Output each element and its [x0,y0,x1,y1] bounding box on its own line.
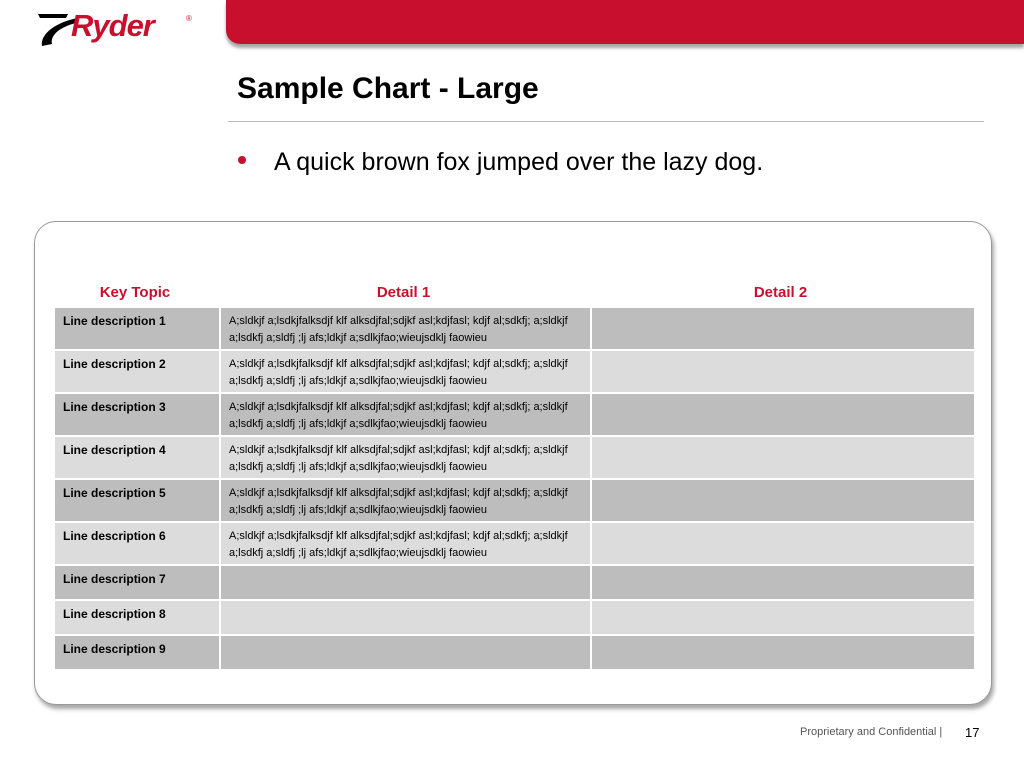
row-topic: Line description 6 [54,522,220,565]
data-table [53,306,976,671]
row-topic: Line description 8 [54,600,220,635]
row-detail-1: A;sldkjf a;lsdkjfalksdjf klf alksdjfal;sdjkf asl;kdjfasl; kdjf al;sdkfj; a;sldkjf a;lsdkfj a;sldfj ;lj afs;ldkjf a;sdlkjfao;wieujsdklj faowieu [220,522,591,565]
row-detail-2 [591,565,975,600]
row-detail-1: A;sldkjf a;lsdkjfalksdjf klf alksdjfal;sdjkf asl;kdjfasl; kdjf al;sdkfj; a;sldkjf a;lsdkfj a;sldfj ;lj afs;ldkjf a;sdlkjfao;wieujsdklj faowieu [220,479,591,522]
row-topic: Line description 5 [54,479,220,522]
column-header-key-topic: Key Topic [99,284,171,301]
row-detail-1: A;sldkjf a;lsdkjfalksdjf klf alksdjfal;sdjkf asl;kdjfasl; kdjf al;sdkfj; a;sldkjf a;lsdkfj a;sldfj ;lj afs;ldkjf a;sdlkjfao;wieujsdklj faowieu [220,393,591,436]
bullet-item [238,148,763,177]
row-detail-2 [591,350,975,393]
confidential-notice: Proprietary and Confidential | [800,726,943,738]
table-row [54,393,975,436]
row-topic: Line description 1 [54,307,220,350]
row-topic: Line description 7 [54,565,220,600]
row-topic: Line description 3 [54,393,220,436]
row-topic: Line description 2 [54,350,220,393]
header-banner [226,0,1024,44]
row-detail-2 [591,393,975,436]
row-detail-2 [591,479,975,522]
table-row [54,479,975,522]
logo-text: Ryder [71,8,154,43]
table-row [54,350,975,393]
row-detail-1: A;sldkjf a;lsdkjfalksdjf klf alksdjfal;sdjkf asl;kdjfasl; kdjf al;sdkfj; a;sldkjf a;lsdkfj a;sldfj ;lj afs;ldkjf a;sdlkjfao;wieujsdklj faowieu [220,307,591,350]
column-header-detail-1: Detail 1 [376,284,431,301]
row-detail-2 [591,635,975,670]
row-detail-1 [220,635,591,670]
table-row [54,565,975,600]
logo-registered-mark: ® [186,14,192,23]
table-row [54,436,975,479]
row-detail-1 [220,600,591,635]
bullet-text: A quick brown fox jumped over the lazy dog. [274,148,764,176]
title-divider [228,121,984,122]
row-detail-1: A;sldkjf a;lsdkjfalksdjf klf alksdjfal;sdjkf asl;kdjfasl; kdjf al;sdkfj; a;sldkjf a;lsdkfj a;sldfj ;lj afs;ldkjf a;sdlkjfao;wieujsdklj faowieu [220,350,591,393]
row-detail-2 [591,436,975,479]
table-row [54,635,975,670]
row-detail-2 [591,522,975,565]
page-title: Sample Chart - Large [237,72,539,105]
bullet-dot-icon [238,156,246,164]
table-row [54,600,975,635]
table-row [54,522,975,565]
row-topic: Line description 9 [54,635,220,670]
page-number: 17 [965,725,980,740]
row-detail-2 [591,307,975,350]
table-row [54,307,975,350]
row-detail-2 [591,600,975,635]
column-header-detail-2: Detail 2 [753,284,808,301]
row-detail-1: A;sldkjf a;lsdkjfalksdjf klf alksdjfal;sdjkf asl;kdjfasl; kdjf al;sdkfj; a;sldkjf a;lsdkfj a;sldfj ;lj afs;ldkjf a;sdlkjfao;wieujsdklj faowieu [220,436,591,479]
row-detail-1 [220,565,591,600]
ryder-logo [38,6,198,52]
row-topic: Line description 4 [54,436,220,479]
